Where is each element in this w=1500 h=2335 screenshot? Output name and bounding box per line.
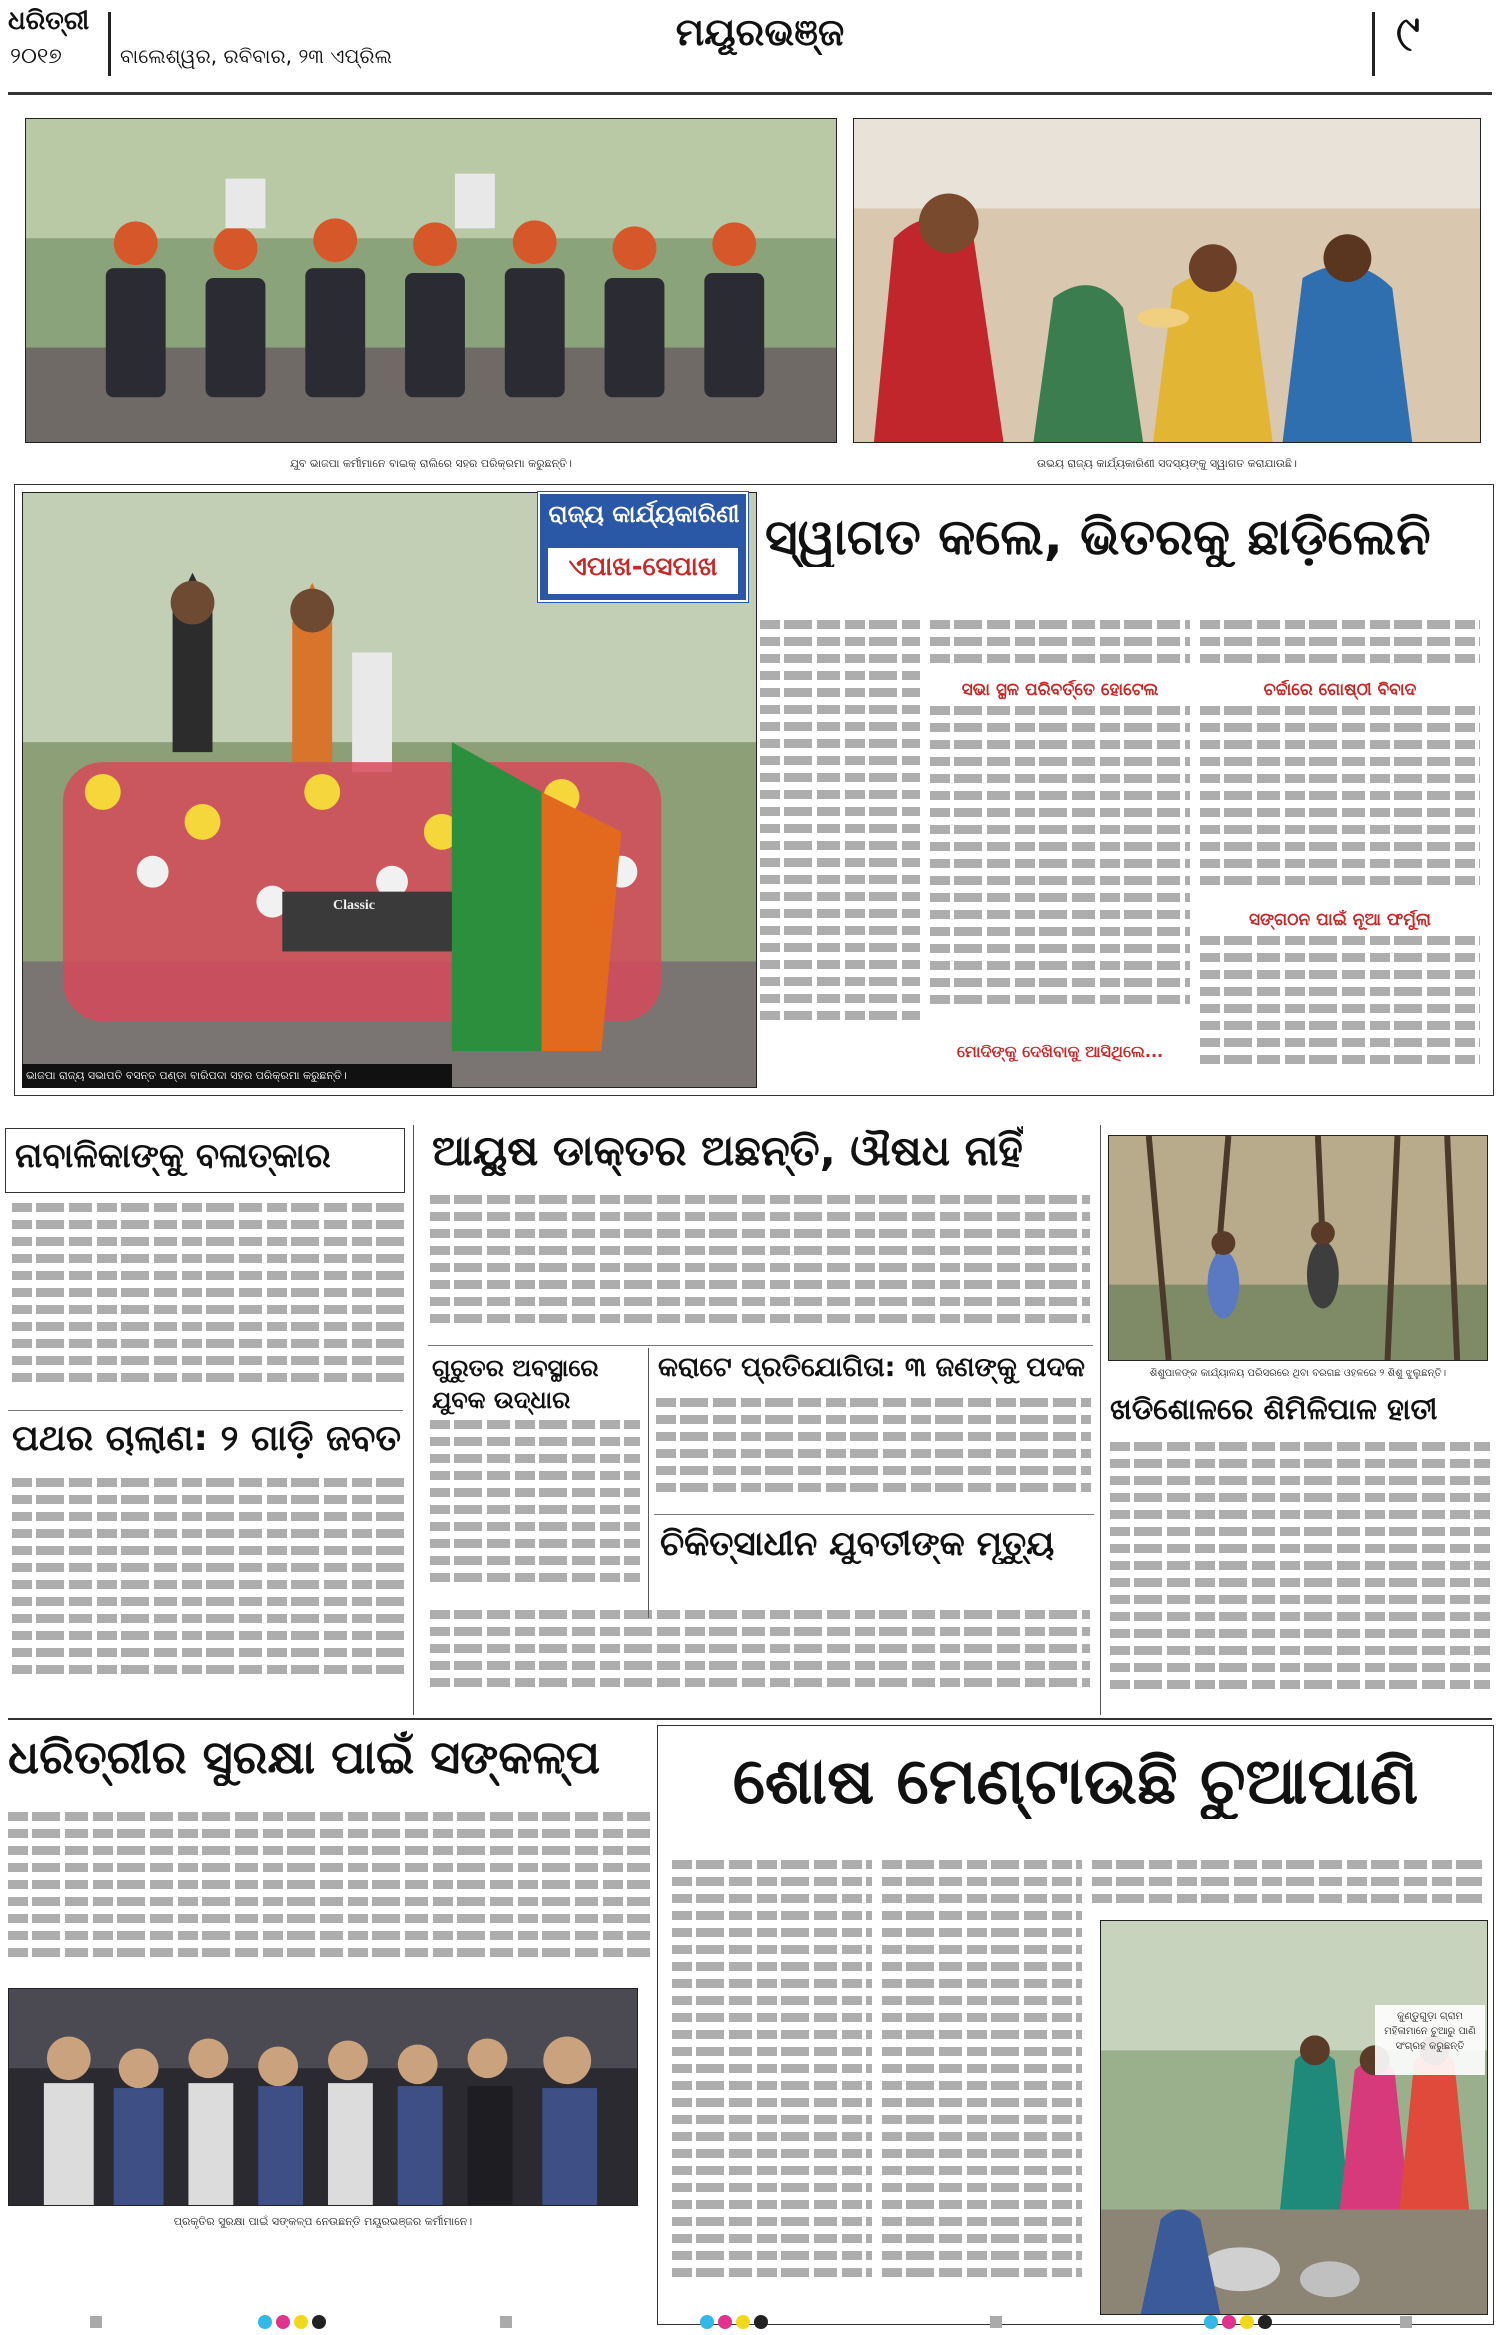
feature-subhead-4: ମୋଦିଙ୍କୁ ଦେଖିବାକୁ ଆସିଥିଲେ...: [956, 1042, 1164, 1061]
masthead: [0, 0, 1500, 90]
registration-marks: [0, 2312, 1500, 2335]
banyan-caption: ଶିଶୁପାଳଙ୍କ କାର୍ଯ୍ୟାଳୟ ପରିସରରେ ଥିବା ବରଗଛ ଓହଳରେ ୨ ଶିଶୁ ଝୁଲୁଛନ୍ତି।: [1149, 1368, 1447, 1379]
welcome-caption: ଉଭୟ ରାଜ୍ୟ କାର୍ଯ୍ୟକାରିଣୀ ସଦସ୍ୟଙ୍କୁ ସ୍ୱାଗତ କରାଯାଉଛି।: [1037, 457, 1297, 470]
dateline: ବାଲେଶ୍ୱର, ରବିବାର, ୨୩ ଏପ୍ରିଲ: [120, 44, 392, 68]
earth-group-photo: [8, 1988, 638, 2206]
water-col-2: [882, 1860, 1082, 2315]
reg-dot-black: [754, 2315, 768, 2329]
youth-headline: ଗୁରୁତର ଅବସ୍ଥାରେ ଯୁବକ ଉଦ୍ଧାର: [432, 1354, 599, 1414]
stone-headline: ପଥର ଚାଲାଣ: ୨ ଗାଡ଼ି ଜବତ: [12, 1418, 402, 1459]
rape-body: [12, 1203, 404, 1403]
elephant-body: [1110, 1442, 1490, 1710]
reg-dot-cyan: [1204, 2315, 1218, 2329]
page-number: ୯: [1395, 4, 1421, 64]
rape-headline: ନାବାଳିକାଙ୍କୁ ବଳାତ୍କାର: [15, 1136, 331, 1176]
reg-square: [1400, 2316, 1412, 2328]
bike-rally-caption: ଯୁବ ଭାଜପା କର୍ମୀମାନେ ବାଇକ୍ ରାଲିରେ ସହର ପରିକ୍ରମା କରୁଛନ୍ତି।: [290, 457, 572, 470]
water-headline: ଶୋଷ ମେଣ୍ଟାଉଛି ଚୁଆପାଣି: [732, 1745, 1419, 1819]
welcome-photo: [853, 118, 1481, 443]
feature-col-2b: [930, 706, 1190, 1044]
ayush-rule: [428, 1345, 1093, 1346]
karate-headline: କରାଟେ ପ୍ରତିଯୋଗିତା: ୩ ଜଣଙ୍କୁ ପଦକ: [658, 1352, 1085, 1383]
reg-square: [90, 2316, 102, 2328]
reg-dot-magenta: [718, 2315, 732, 2329]
vehicle-label: Classic: [333, 898, 375, 913]
earth-body: [8, 1812, 650, 1982]
youth-karate-rule: [648, 1348, 649, 1618]
reg-dot-cyan: [258, 2315, 272, 2329]
badge-top-text: ରାଜ୍ୟ କାର୍ଯ୍ୟକାରିଣୀ: [548, 500, 740, 528]
reg-dot-black: [1258, 2315, 1272, 2329]
reg-square: [990, 2316, 1002, 2328]
bottom-section-rule: [8, 1718, 1492, 1720]
stone-body: [12, 1478, 404, 1710]
feature-col-3b: [1200, 706, 1480, 906]
reg-dot-black: [312, 2315, 326, 2329]
feature-subhead-1: ସଭା ସ୍ଥଳ ପରିବର୍ତ୍ତେ ହୋଟେଲ: [961, 680, 1159, 700]
feature-headline: ସ୍ୱାଗତ କଲେ, ଭିତରକୁ ଛାଡ଼ିଲେନି: [765, 508, 1431, 566]
left-column-rule: [413, 1125, 414, 1715]
masthead-year: ୨୦୧୭: [10, 44, 62, 69]
death-body: [430, 1610, 1090, 1710]
section-title: ମୟୂରଭଞ୍ଜ: [675, 10, 845, 54]
reg-square: [500, 2316, 512, 2328]
water-collecting-photo: [1100, 1920, 1488, 2315]
feature-subhead-2: ଚର୍ଚ୍ଚାରେ ଗୋଷ୍ଠୀ ବିବାଦ: [1263, 680, 1417, 700]
earth-caption: ପ୍ରକୃତିର ସୁରକ୍ଷା ପାଇଁ ସଙ୍କଳ୍ପ ନେଉଛନ୍ତି ମୟୂରଭଞ୍ଜର କର୍ମୀମାନେ।: [173, 2215, 473, 2228]
karate-rule: [654, 1514, 1094, 1515]
ayush-body: [430, 1195, 1090, 1345]
reg-dot-magenta: [276, 2315, 290, 2329]
masthead-divider-right: [1372, 12, 1375, 76]
badge-bottom-text: ଏପାଖ-ସେପାଖ: [568, 552, 718, 582]
masthead-rule: [8, 92, 1492, 95]
rape-stone-rule: [8, 1410, 403, 1411]
paper-name: ଧରିତ୍ରୀ: [8, 6, 90, 36]
reg-dot-magenta: [1222, 2315, 1236, 2329]
reg-dot-yellow: [294, 2315, 308, 2329]
feature-col-2: [930, 620, 1190, 680]
reg-dot-yellow: [736, 2315, 750, 2329]
death-headline: ଚିକିତ୍ସାଧୀନ ଯୁବତୀଙ୍କ ମୃତ୍ୟୁ: [660, 1524, 1055, 1564]
middle-right-rule: [1100, 1125, 1101, 1715]
bike-rally-photo: [25, 118, 837, 443]
water-col-1: [672, 1860, 872, 2315]
earth-headline: ଧରିତ୍ରୀର ସୁରକ୍ଷା ପାଇଁ ସଙ୍କଳ୍ପ: [8, 1730, 600, 1784]
water-col-3: [1092, 1860, 1482, 1915]
water-caption: କୁଣ୍ଡୁଗୁଡ଼ା ଗ୍ରାମ ମହିଳାମାନେ ଚୁଆରୁ ପାଣି ସଂଗ୍ରହ କରୁଛନ୍ତି: [1384, 2011, 1476, 2052]
karate-body: [656, 1398, 1091, 1510]
elephant-headline: ଖଡିଶୋଳରେ ଶିମିଳିପାଳ ହାତୀ: [1110, 1392, 1438, 1426]
masthead-divider: [108, 12, 111, 76]
reg-dot-cyan: [700, 2315, 714, 2329]
reg-dot-yellow: [1240, 2315, 1254, 2329]
feature-col-1: [760, 620, 920, 1060]
banyan-swing-photo: [1108, 1135, 1488, 1361]
feature-subhead-3: ସଙ୍ଗଠନ ପାଇଁ ନୂଆ ଫର୍ମୁଲା: [1248, 910, 1432, 930]
youth-body: [430, 1420, 640, 1610]
road-show-caption: ଭାଜପା ରାଜ୍ୟ ସଭାପତି ବସନ୍ତ ପଣ୍ଡା ବାରିପଦା ସହର ପରିକ୍ରମା କରୁଛନ୍ତି।: [26, 1069, 347, 1082]
feature-col-3: [1200, 620, 1480, 680]
feature-col-3c: [1200, 936, 1480, 1086]
ayush-headline: ଆୟୁଷ ଡାକ୍ତର ଅଛନ୍ତି, ଔଷଧ ନାହିଁ: [432, 1126, 1023, 1175]
